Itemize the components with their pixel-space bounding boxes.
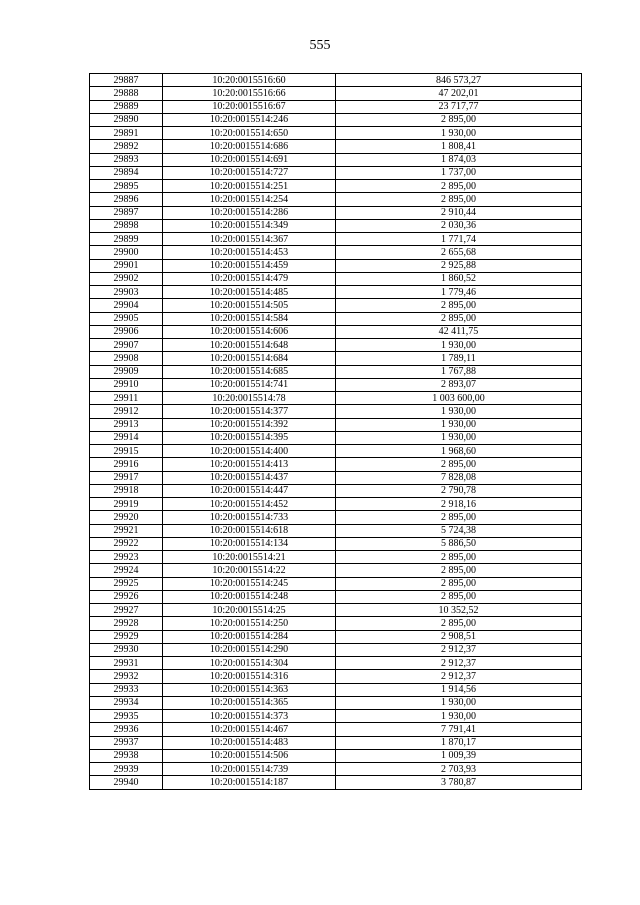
table-row	[90, 153, 582, 166]
cadastral-number-cell: 10:20:0015514:684	[163, 352, 336, 365]
table-row	[90, 736, 582, 749]
row-number-cell: 29894	[90, 166, 163, 179]
row-number-cell: 29898	[90, 219, 163, 232]
table-row	[90, 233, 582, 246]
cadastral-number-cell: 10:20:0015514:367	[163, 233, 336, 246]
table-row	[90, 630, 582, 643]
cadastral-number-cell: 10:20:0015514:187	[163, 776, 336, 789]
table-row	[90, 723, 582, 736]
cadastral-number-cell: 10:20:0015514:21	[163, 551, 336, 564]
table-row	[90, 299, 582, 312]
table-row	[90, 392, 582, 405]
table-body	[90, 74, 582, 790]
cadastral-number-cell: 10:20:0015514:459	[163, 259, 336, 272]
value-cell: 1 779,46	[336, 286, 582, 299]
row-number-cell: 29935	[90, 710, 163, 723]
cadastral-number-cell: 10:20:0015514:395	[163, 431, 336, 444]
table-row	[90, 286, 582, 299]
table-row	[90, 166, 582, 179]
row-number-cell: 29917	[90, 471, 163, 484]
value-cell: 2 895,00	[336, 193, 582, 206]
cadastral-number-cell: 10:20:0015514:648	[163, 339, 336, 352]
table-row	[90, 710, 582, 723]
cadastral-number-cell: 10:20:0015514:467	[163, 723, 336, 736]
value-cell: 2 912,37	[336, 670, 582, 683]
table-row	[90, 339, 582, 352]
value-cell: 2 895,00	[336, 113, 582, 126]
value-cell: 1 930,00	[336, 710, 582, 723]
row-number-cell: 29922	[90, 537, 163, 550]
table-row	[90, 763, 582, 776]
cadastral-number-cell: 10:20:0015514:254	[163, 193, 336, 206]
table-row	[90, 140, 582, 153]
table-row	[90, 617, 582, 630]
row-number-cell: 29931	[90, 657, 163, 670]
value-cell: 1 737,00	[336, 166, 582, 179]
row-number-cell: 29919	[90, 498, 163, 511]
cadastral-number-cell: 10:20:0015514:377	[163, 405, 336, 418]
table-row	[90, 537, 582, 550]
value-cell: 2 918,16	[336, 498, 582, 511]
row-number-cell: 29928	[90, 617, 163, 630]
value-cell: 2 912,37	[336, 643, 582, 656]
row-number-cell: 29887	[90, 74, 163, 87]
cadastral-number-cell: 10:20:0015514:739	[163, 763, 336, 776]
table-row	[90, 405, 582, 418]
row-number-cell: 29897	[90, 206, 163, 219]
value-cell: 1 003 600,00	[336, 392, 582, 405]
row-number-cell: 29930	[90, 643, 163, 656]
cadastral-number-cell: 10:20:0015514:248	[163, 590, 336, 603]
table-row	[90, 657, 582, 670]
table-row	[90, 749, 582, 762]
table-row	[90, 431, 582, 444]
row-number-cell: 29900	[90, 246, 163, 259]
cadastral-number-cell: 10:20:0015514:363	[163, 683, 336, 696]
table-row	[90, 776, 582, 789]
cadastral-number-cell: 10:20:0015514:479	[163, 272, 336, 285]
row-number-cell: 29940	[90, 776, 163, 789]
cadastral-number-cell: 10:20:0015514:437	[163, 471, 336, 484]
table-row	[90, 683, 582, 696]
value-cell: 1 914,56	[336, 683, 582, 696]
value-cell: 3 780,87	[336, 776, 582, 789]
table-row	[90, 551, 582, 564]
value-cell: 1 789,11	[336, 352, 582, 365]
value-cell: 2 895,00	[336, 511, 582, 524]
value-cell: 1 930,00	[336, 339, 582, 352]
value-cell: 2 910,44	[336, 206, 582, 219]
cadastral-number-cell: 10:20:0015516:60	[163, 74, 336, 87]
cadastral-number-cell: 10:20:0015514:606	[163, 325, 336, 338]
value-cell: 2 895,00	[336, 564, 582, 577]
row-number-cell: 29932	[90, 670, 163, 683]
cadastral-number-cell: 10:20:0015514:290	[163, 643, 336, 656]
row-number-cell: 29891	[90, 127, 163, 140]
row-number-cell: 29912	[90, 405, 163, 418]
row-number-cell: 29890	[90, 113, 163, 126]
cadastral-number-cell: 10:20:0015514:400	[163, 445, 336, 458]
value-cell: 1 767,88	[336, 365, 582, 378]
value-cell: 47 202,01	[336, 87, 582, 100]
value-cell: 5 886,50	[336, 537, 582, 550]
cadastral-number-cell: 10:20:0015514:349	[163, 219, 336, 232]
value-cell: 1 930,00	[336, 127, 582, 140]
row-number-cell: 29905	[90, 312, 163, 325]
cadastral-number-cell: 10:20:0015514:392	[163, 418, 336, 431]
cadastral-number-cell: 10:20:0015514:506	[163, 749, 336, 762]
data-table	[89, 73, 582, 790]
value-cell: 2 893,07	[336, 378, 582, 391]
table-row	[90, 445, 582, 458]
value-cell: 7 791,41	[336, 723, 582, 736]
value-cell: 2 030,36	[336, 219, 582, 232]
row-number-cell: 29910	[90, 378, 163, 391]
value-cell: 2 895,00	[336, 299, 582, 312]
value-cell: 2 925,88	[336, 259, 582, 272]
table-row	[90, 74, 582, 87]
table-row	[90, 604, 582, 617]
value-cell: 2 895,00	[336, 458, 582, 471]
cadastral-number-cell: 10:20:0015514:284	[163, 630, 336, 643]
value-cell: 1 860,52	[336, 272, 582, 285]
row-number-cell: 29915	[90, 445, 163, 458]
cadastral-number-cell: 10:20:0015514:505	[163, 299, 336, 312]
value-cell: 1 808,41	[336, 140, 582, 153]
cadastral-number-cell: 10:20:0015514:584	[163, 312, 336, 325]
row-number-cell: 29911	[90, 392, 163, 405]
table-row	[90, 87, 582, 100]
table-row	[90, 590, 582, 603]
table-row	[90, 246, 582, 259]
table-row	[90, 325, 582, 338]
table-row	[90, 511, 582, 524]
table-row	[90, 127, 582, 140]
value-cell: 2 895,00	[336, 617, 582, 630]
table-row	[90, 498, 582, 511]
row-number-cell: 29937	[90, 736, 163, 749]
row-number-cell: 29916	[90, 458, 163, 471]
value-cell: 846 573,27	[336, 74, 582, 87]
cadastral-number-cell: 10:20:0015514:618	[163, 524, 336, 537]
row-number-cell: 29907	[90, 339, 163, 352]
row-number-cell: 29939	[90, 763, 163, 776]
cadastral-number-cell: 10:20:0015514:22	[163, 564, 336, 577]
cadastral-number-cell: 10:20:0015514:741	[163, 378, 336, 391]
cadastral-number-cell: 10:20:0015514:483	[163, 736, 336, 749]
value-cell: 2 912,37	[336, 657, 582, 670]
cadastral-number-cell: 10:20:0015514:25	[163, 604, 336, 617]
row-number-cell: 29902	[90, 272, 163, 285]
table-row	[90, 418, 582, 431]
table-row	[90, 458, 582, 471]
value-cell: 2 908,51	[336, 630, 582, 643]
row-number-cell: 29888	[90, 87, 163, 100]
row-number-cell: 29904	[90, 299, 163, 312]
value-cell: 1 930,00	[336, 405, 582, 418]
page-number: 555	[309, 38, 331, 53]
value-cell: 42 411,75	[336, 325, 582, 338]
row-number-cell: 29889	[90, 100, 163, 113]
value-cell: 2 895,00	[336, 590, 582, 603]
row-number-cell: 29895	[90, 180, 163, 193]
value-cell: 10 352,52	[336, 604, 582, 617]
row-number-cell: 29909	[90, 365, 163, 378]
value-cell: 23 717,77	[336, 100, 582, 113]
row-number-cell: 29938	[90, 749, 163, 762]
row-number-cell: 29893	[90, 153, 163, 166]
cadastral-number-cell: 10:20:0015514:78	[163, 392, 336, 405]
table-row	[90, 643, 582, 656]
cadastral-number-cell: 10:20:0015514:286	[163, 206, 336, 219]
row-number-cell: 29923	[90, 551, 163, 564]
cadastral-number-cell: 10:20:0015514:685	[163, 365, 336, 378]
cadastral-number-cell: 10:20:0015514:727	[163, 166, 336, 179]
row-number-cell: 29913	[90, 418, 163, 431]
cadastral-number-cell: 10:20:0015514:250	[163, 617, 336, 630]
cadastral-number-cell: 10:20:0015514:452	[163, 498, 336, 511]
row-number-cell: 29920	[90, 511, 163, 524]
row-number-cell: 29896	[90, 193, 163, 206]
cadastral-number-cell: 10:20:0015514:316	[163, 670, 336, 683]
value-cell: 1 870,17	[336, 736, 582, 749]
row-number-cell: 29929	[90, 630, 163, 643]
row-number-cell: 29925	[90, 577, 163, 590]
row-number-cell: 29914	[90, 431, 163, 444]
cadastral-number-cell: 10:20:0015514:650	[163, 127, 336, 140]
row-number-cell: 29926	[90, 590, 163, 603]
value-cell: 2 895,00	[336, 312, 582, 325]
table-row	[90, 100, 582, 113]
value-cell: 1 930,00	[336, 696, 582, 709]
row-number-cell: 29921	[90, 524, 163, 537]
row-number-cell: 29903	[90, 286, 163, 299]
cadastral-number-cell: 10:20:0015514:373	[163, 710, 336, 723]
value-cell: 1 874,03	[336, 153, 582, 166]
table-row	[90, 471, 582, 484]
table-row	[90, 272, 582, 285]
value-cell: 2 703,93	[336, 763, 582, 776]
table-row	[90, 113, 582, 126]
row-number-cell: 29892	[90, 140, 163, 153]
cadastral-number-cell: 10:20:0015514:245	[163, 577, 336, 590]
cadastral-number-cell: 10:20:0015514:251	[163, 180, 336, 193]
table-row	[90, 219, 582, 232]
cadastral-number-cell: 10:20:0015516:67	[163, 100, 336, 113]
value-cell: 1 009,39	[336, 749, 582, 762]
row-number-cell: 29918	[90, 484, 163, 497]
table-row	[90, 180, 582, 193]
cadastral-number-cell: 10:20:0015514:485	[163, 286, 336, 299]
value-cell: 1 930,00	[336, 431, 582, 444]
value-cell: 2 790,78	[336, 484, 582, 497]
table-row	[90, 696, 582, 709]
value-cell: 2 895,00	[336, 577, 582, 590]
table-row	[90, 484, 582, 497]
value-cell: 7 828,08	[336, 471, 582, 484]
value-cell: 2 895,00	[336, 180, 582, 193]
row-number-cell: 29901	[90, 259, 163, 272]
table-row	[90, 193, 582, 206]
row-number-cell: 29927	[90, 604, 163, 617]
table-row	[90, 259, 582, 272]
row-number-cell: 29934	[90, 696, 163, 709]
table-row	[90, 577, 582, 590]
value-cell: 1 771,74	[336, 233, 582, 246]
table-row	[90, 378, 582, 391]
cadastral-number-cell: 10:20:0015514:134	[163, 537, 336, 550]
value-cell: 2 655,68	[336, 246, 582, 259]
cadastral-number-cell: 10:20:0015514:246	[163, 113, 336, 126]
table-row	[90, 524, 582, 537]
table-row	[90, 365, 582, 378]
cadastral-number-cell: 10:20:0015514:733	[163, 511, 336, 524]
cadastral-number-cell: 10:20:0015514:365	[163, 696, 336, 709]
cadastral-number-cell: 10:20:0015514:686	[163, 140, 336, 153]
table-row	[90, 670, 582, 683]
row-number-cell: 29936	[90, 723, 163, 736]
row-number-cell: 29924	[90, 564, 163, 577]
value-cell: 1 930,00	[336, 418, 582, 431]
table-row	[90, 206, 582, 219]
row-number-cell: 29933	[90, 683, 163, 696]
cadastral-number-cell: 10:20:0015514:413	[163, 458, 336, 471]
value-cell: 2 895,00	[336, 551, 582, 564]
cadastral-number-cell: 10:20:0015514:304	[163, 657, 336, 670]
cadastral-number-cell: 10:20:0015514:453	[163, 246, 336, 259]
cadastral-number-cell: 10:20:0015516:66	[163, 87, 336, 100]
row-number-cell: 29899	[90, 233, 163, 246]
row-number-cell: 29908	[90, 352, 163, 365]
table-row	[90, 564, 582, 577]
row-number-cell: 29906	[90, 325, 163, 338]
table-row	[90, 312, 582, 325]
cadastral-number-cell: 10:20:0015514:691	[163, 153, 336, 166]
cadastral-number-cell: 10:20:0015514:447	[163, 484, 336, 497]
value-cell: 1 968,60	[336, 445, 582, 458]
value-cell: 5 724,38	[336, 524, 582, 537]
table-row	[90, 352, 582, 365]
